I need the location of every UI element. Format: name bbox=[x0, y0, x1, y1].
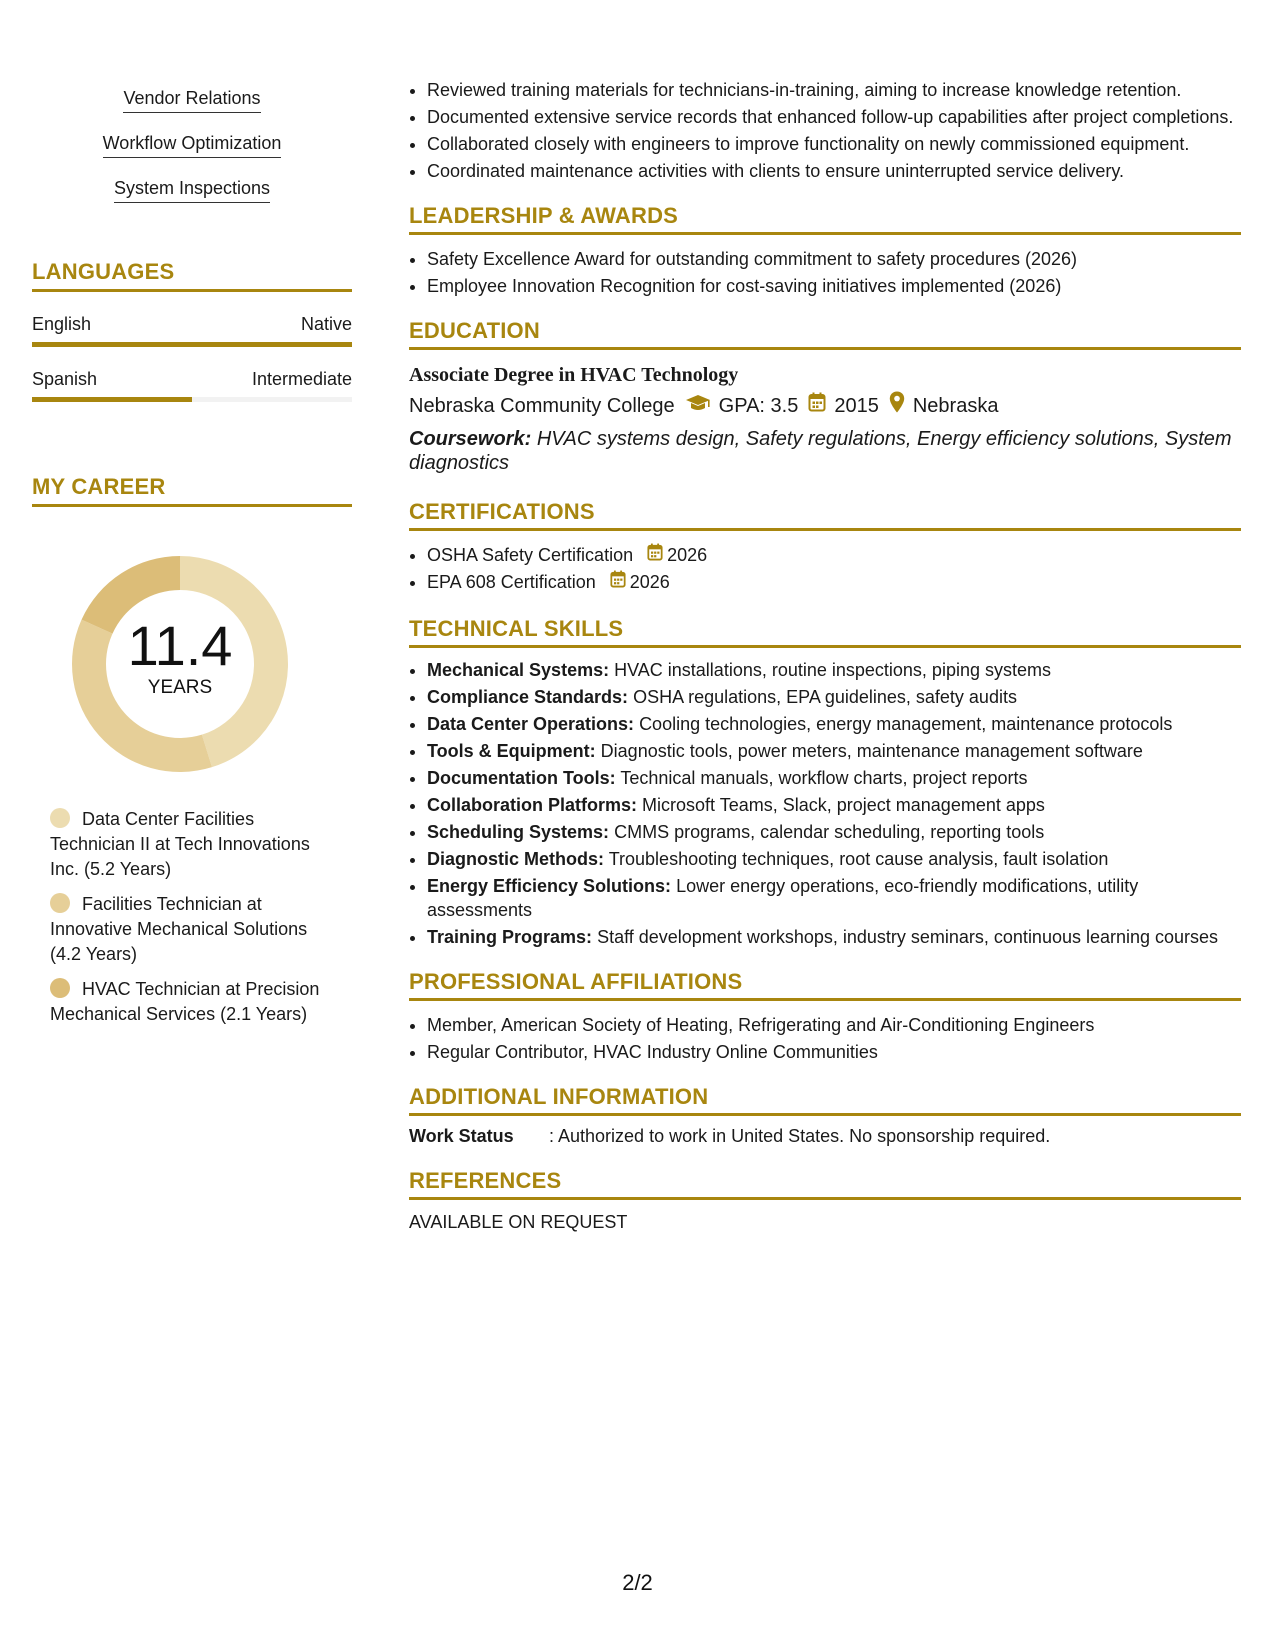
language-bar bbox=[32, 342, 352, 347]
section-title: REFERENCES bbox=[409, 1168, 1241, 1200]
skill-tag: Vendor Relations bbox=[123, 85, 260, 113]
skill-label: Diagnostic Methods: bbox=[427, 849, 605, 869]
skill-text: Staff development workshops, industry seminars, continuous learning courses bbox=[597, 927, 1219, 947]
coursework-label: Coursework: bbox=[409, 428, 532, 450]
list-item bbox=[427, 925, 1241, 949]
certification-name: • EPA 608 Certification bbox=[427, 572, 596, 592]
technical-skills-section bbox=[409, 616, 1241, 949]
section-title: LEADERSHIP & AWARDS bbox=[409, 203, 1241, 235]
list-item bbox=[427, 766, 1241, 790]
skill-label: Training Programs: bbox=[427, 927, 593, 947]
career-legend bbox=[50, 807, 330, 1027]
language-bar-fill bbox=[32, 342, 352, 347]
career-item bbox=[50, 807, 330, 882]
language-level: Intermediate bbox=[251, 369, 352, 389]
sidebar bbox=[32, 78, 352, 1037]
skill-text: Diagnostic tools, power meters, maintenance management software bbox=[600, 741, 1143, 761]
list-item bbox=[427, 712, 1241, 736]
section-title: TECHNICAL SKILLS bbox=[409, 616, 1241, 648]
list-item: • Collaborated closely with engineers to improve functionality on newly commissioned equipment. bbox=[427, 132, 1241, 156]
affiliations-section bbox=[409, 969, 1241, 1064]
list-item bbox=[427, 570, 1241, 594]
section-title: ADDITIONAL INFORMATION bbox=[409, 1084, 1241, 1116]
skill-text: Lower energy operations, eco-friendly modifications, utility assessments bbox=[427, 876, 1139, 920]
language-item bbox=[32, 312, 352, 347]
calendar-icon bbox=[808, 392, 826, 420]
leadership-section bbox=[409, 203, 1241, 298]
list-item: • Reviewed training materials for technicians-in-training, aiming to increase knowledge retention. bbox=[427, 78, 1241, 102]
career-section bbox=[32, 474, 352, 1027]
skill-text: CMMS programs, calendar scheduling, reporting tools bbox=[614, 822, 1045, 842]
list-item bbox=[427, 874, 1241, 922]
certification-year: 2026 bbox=[629, 572, 670, 592]
language-item bbox=[32, 367, 352, 402]
references-section bbox=[409, 1168, 1241, 1234]
list-item: • Documented extensive service records that enhanced follow-up capabilities after project completions. bbox=[427, 105, 1241, 129]
skill-text: Technical manuals, workflow charts, project reports bbox=[620, 768, 1028, 788]
career-dot bbox=[50, 978, 70, 998]
list-item: • Member, American Society of Heating, Refrigerating and Air-Conditioning Engineers bbox=[427, 1013, 1241, 1037]
list-item: • Regular Contributor, HVAC Industry Online Communities bbox=[427, 1040, 1241, 1064]
location-pin-icon bbox=[889, 391, 905, 421]
skill-text: Microsoft Teams, Slack, project management apps bbox=[642, 795, 1045, 815]
career-title: MY CAREER bbox=[32, 474, 352, 507]
language-level: Native bbox=[300, 314, 352, 334]
certification-year: 2026 bbox=[667, 545, 708, 565]
career-donut bbox=[65, 549, 295, 779]
career-item bbox=[50, 892, 330, 967]
skill-text: Troubleshooting techniques, root cause analysis, fault isolation bbox=[608, 849, 1109, 869]
technical-skills-list bbox=[409, 658, 1241, 949]
additional-info-section bbox=[409, 1084, 1241, 1148]
skill-label: Tools & Equipment: bbox=[427, 741, 596, 761]
language-name: Spanish bbox=[32, 369, 98, 389]
career-item-label: HVAC Technician at Precision Mechanical Services (2.1 Years) bbox=[50, 979, 320, 1024]
education-section bbox=[409, 318, 1241, 475]
skill-label: Scheduling Systems: bbox=[427, 822, 610, 842]
coursework bbox=[409, 427, 1241, 475]
gpa: GPA: 3.5 bbox=[718, 395, 799, 417]
skill-text: Cooling technologies, energy management, maintenance protocols bbox=[639, 714, 1173, 734]
school-name: Nebraska Community College bbox=[409, 395, 675, 417]
career-unit: YEARS bbox=[147, 677, 213, 698]
section-title: CERTIFICATIONS bbox=[409, 499, 1241, 531]
language-name: English bbox=[32, 314, 92, 334]
skill-tags bbox=[32, 78, 352, 213]
skill-tag: Workflow Optimization bbox=[103, 130, 282, 158]
language-bar-fill bbox=[32, 397, 192, 402]
career-total: 11.4 bbox=[127, 614, 233, 677]
list-item bbox=[427, 658, 1241, 682]
list-item: • Safety Excellence Award for outstanding commitment to safety procedures (2026) bbox=[427, 247, 1241, 271]
work-status-value: : Authorized to work in United States. No sponsorship required. bbox=[549, 1126, 1051, 1146]
career-dot bbox=[50, 808, 70, 828]
list-item bbox=[427, 543, 1241, 567]
list-item: • Employee Innovation Recognition for cost-saving initiatives implemented (2026) bbox=[427, 274, 1241, 298]
education-year: 2015 bbox=[834, 395, 879, 417]
list-item bbox=[427, 793, 1241, 817]
skill-label: Documentation Tools: bbox=[427, 768, 616, 788]
certification-name: • OSHA Safety Certification bbox=[427, 545, 634, 565]
references-text: AVAILABLE ON REQUEST bbox=[409, 1212, 628, 1232]
career-item-label: Facilities Technician at Innovative Mechanical Solutions (4.2 Years) bbox=[50, 894, 308, 964]
language-bar bbox=[32, 397, 352, 402]
skill-label: Compliance Standards: bbox=[427, 687, 629, 707]
skill-label: Collaboration Platforms: bbox=[427, 795, 638, 815]
skill-label: Data Center Operations: bbox=[427, 714, 635, 734]
skill-label: Energy Efficiency Solutions: bbox=[427, 876, 672, 896]
skill-label: Mechanical Systems: bbox=[427, 660, 610, 680]
education-location: Nebraska bbox=[912, 395, 999, 417]
section-title: EDUCATION bbox=[409, 318, 1241, 350]
career-dot bbox=[50, 893, 70, 913]
page-number: 2/2 bbox=[622, 1570, 653, 1595]
languages-title: LANGUAGES bbox=[32, 259, 352, 292]
list-item: • Coordinated maintenance activities with clients to ensure uninterrupted service delivery. bbox=[427, 159, 1241, 183]
career-donut-center bbox=[65, 549, 295, 779]
languages-section bbox=[32, 259, 352, 402]
calendar-icon bbox=[610, 570, 626, 594]
section-title: PROFESSIONAL AFFILIATIONS bbox=[409, 969, 1241, 1001]
skill-tag: System Inspections bbox=[114, 175, 270, 203]
certifications-section bbox=[409, 499, 1241, 594]
skill-text: OSHA regulations, EPA guidelines, safety audits bbox=[633, 687, 1017, 707]
education-meta bbox=[409, 391, 1241, 421]
work-status-key: Work Status bbox=[409, 1126, 514, 1146]
list-item bbox=[427, 820, 1241, 844]
degree: Associate Degree in HVAC Technology bbox=[409, 364, 739, 386]
calendar-icon bbox=[647, 543, 663, 567]
list-item bbox=[427, 739, 1241, 763]
experience-bullets bbox=[409, 78, 1241, 183]
career-item-label: Data Center Facilities Technician II at Tech Innovations Inc. (5.2 Years) bbox=[50, 809, 310, 879]
list-item bbox=[427, 685, 1241, 709]
list-item bbox=[427, 847, 1241, 871]
graduation-cap-icon bbox=[685, 392, 711, 420]
main-content bbox=[409, 78, 1241, 1234]
work-status-row bbox=[409, 1124, 1241, 1148]
career-item bbox=[50, 977, 330, 1027]
coursework-text: HVAC systems design, Safety regulations, Energy efficiency solutions, System diagnostics bbox=[409, 428, 1232, 474]
skill-text: HVAC installations, routine inspections, piping systems bbox=[614, 660, 1051, 680]
